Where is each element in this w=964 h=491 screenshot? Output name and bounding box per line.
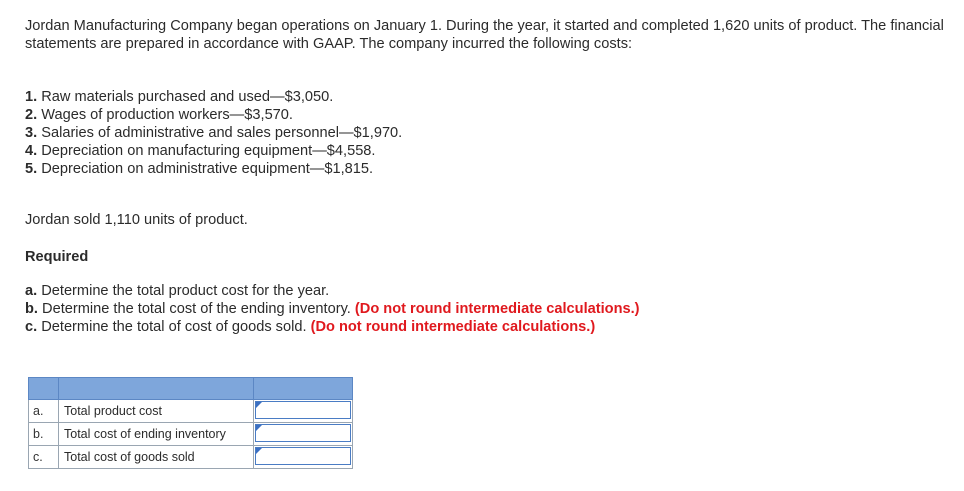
rounding-note: (Do not round intermediate calculations.) [354,301,640,317]
cost-number: 2. [25,107,38,123]
cost-number: 3. [25,125,38,141]
row-label: b. [29,423,59,446]
cost-text: Depreciation on manufacturing equipment—$4,558. [41,143,376,159]
cost-text: Depreciation on administrative equipment—$1,815. [41,161,374,177]
answer-cell [254,446,353,469]
units-sold-text: Jordan sold 1,110 units of product. [25,212,248,228]
requirement-label: c. [25,319,38,335]
requirement-label: b. [25,301,38,317]
answer-cell [254,400,353,423]
table-row [29,400,353,423]
requirement-text: Determine the total cost of the ending inventory. [42,301,351,317]
table-row [29,446,353,469]
answer-table [28,377,353,469]
cost-item [25,106,402,124]
cost-item [25,142,402,160]
cost-number: 5. [25,161,38,177]
cost-item [25,88,402,106]
header-cell [254,378,353,400]
cost-text: Raw materials purchased and used—$3,050. [41,89,334,105]
row-item: Total cost of goods sold [59,446,254,469]
requirement-label: a. [25,283,38,299]
requirement-item [25,282,640,300]
header-cell [59,378,254,400]
header-cell [29,378,59,400]
problem-intro: Jordan Manufacturing Company began operations on January 1. During the year, it started and completed 1,620 units of product. The financial statements are prepared in accordance with GAAP. The company incurred the following costs: [25,18,944,52]
row-item: Total product cost [59,400,254,423]
cost-text: Wages of production workers—$3,570. [41,107,293,123]
cost-of-goods-sold-input[interactable] [255,447,351,465]
cost-text: Salaries of administrative and sales personnel—$1,970. [41,125,403,141]
total-product-cost-input[interactable] [255,401,351,419]
row-item: Total cost of ending inventory [59,423,254,446]
requirement-item [25,300,640,318]
cost-item [25,124,402,142]
row-label: c. [29,446,59,469]
requirement-text: Determine the total of cost of goods sold. [41,319,307,335]
cost-list [25,88,402,178]
cost-number: 1. [25,89,38,105]
row-label: a. [29,400,59,423]
cost-number: 4. [25,143,38,159]
requirement-text: Determine the total product cost for the year. [41,283,330,299]
cost-item [25,160,402,178]
requirements-list [25,282,640,336]
requirement-item [25,318,640,336]
answer-cell [254,423,353,446]
answer-table-header [29,378,353,400]
rounding-note: (Do not round intermediate calculations.) [310,319,596,335]
table-row [29,423,353,446]
required-heading: Required [25,249,89,265]
ending-inventory-cost-input[interactable] [255,424,351,442]
